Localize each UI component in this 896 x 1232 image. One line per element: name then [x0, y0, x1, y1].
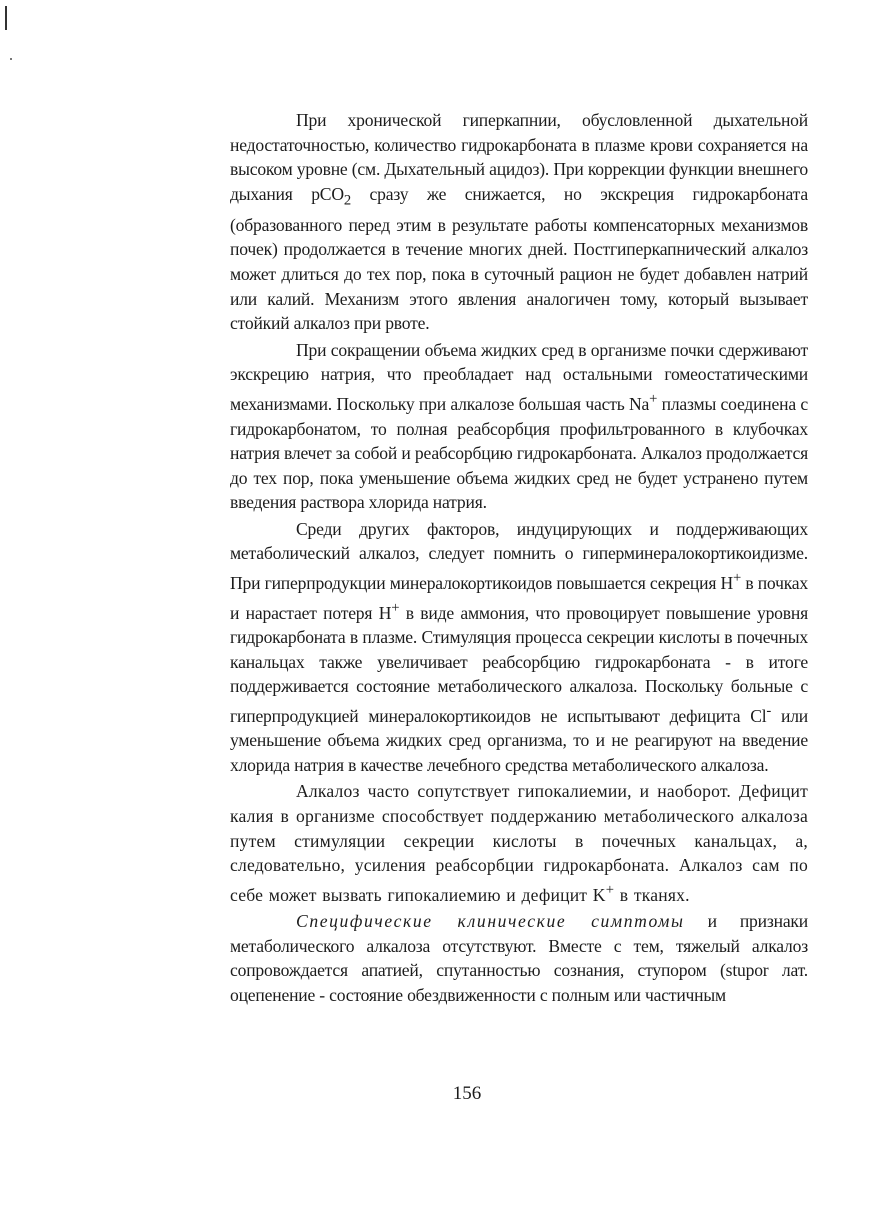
text-run: Алкалоз часто сопутствует гипокалиемии, и наоборот. Дефицит калия в организме способствует поддержанию метаболического алкалоза путем стимуляции секреции кислоты в почечных канальцах, а, следовательно, усиления реабсорбции гидрокарбоната. Алкалоз сам по себе может вызвать гипокалиемию и дефицит K — [230, 781, 808, 905]
italic-term: Специфические клинические симптомы — [296, 911, 685, 932]
subscript: 2 — [343, 192, 351, 209]
superscript: + — [733, 570, 742, 587]
text-run: При сокращении объема жидких сред в организме почки сдерживают экскрецию натрия, что преобладает над остальными гомеостатическими механизмами. Поскольку при алкалозе большая часть Na — [230, 339, 808, 414]
text-run: плазмы соединена с гидрокарбонатом, то полная реабсорбция профильтрованного в клубочках натрия влечет за собой и реабсорбцию гидрокарбоната. Алкалоз продолжается до тех пор, пока уменьшение объема жидких сред не будет устранено путем введения раствора хлорида натрия. — [230, 393, 808, 513]
superscript: - — [766, 702, 772, 719]
scan-speck — [10, 58, 12, 60]
page-body — [230, 108, 808, 1008]
paragraph-5 — [230, 909, 808, 1007]
paragraph-2 — [230, 338, 808, 515]
superscript: + — [649, 391, 658, 408]
paragraph-4 — [230, 779, 808, 907]
text-run: в почках и нарастает потеря H — [230, 572, 808, 623]
paragraph-3 — [230, 517, 808, 778]
text-run: сразу же снижается, но экскреция гидрокарбоната (образованного перед этим в результате работы компенсаторных механизмов почек) продолжается в течение многих дней. Постгиперкапнический алкалоз может длиться до тех пор, пока в суточный рацион не будет добавлен натрий или калий. Механизм этого явления аналогичен тому, который вызывает стойкий алкалоз при рвоте. — [230, 183, 808, 334]
text-run: Среди других факторов, индуцирующих и поддерживающих метаболический алкалоз, следует помнить о гиперминералокортикоидизме. При гиперпродукции минералокортикоидов повышается секреция H — [230, 518, 808, 593]
superscript: + — [605, 881, 615, 898]
text-run: При хронической гиперкапнии, обусловленной дыхательной недостаточностью, количество гидрокарбоната в плазме крови сохраняется на высоком уровне (см. Дыхательный ацидоз). При коррекции функции внешнего дыхания pCO — [230, 110, 808, 204]
page-number: 156 — [452, 1083, 482, 1104]
text-run: в виде аммония, что провоцирует повышение уровня гидрокарбоната в плазме. Стимуляция процесса секреции кислоты в почечных канальцах также увеличивает реабсорбцию гидрокарбоната - в итоге поддерживается состояние метаболического алкалоза. Поскольку больные с гиперпродукцией минералокортикоидов не испытывают дефицита Cl — [230, 602, 808, 726]
text-run: или уменьшение объема жидких сред организма, то и не реагируют на введение хлорида натрия в качестве лечебного средства метаболического алкалоза. — [230, 705, 808, 775]
paragraph-1 — [230, 108, 808, 336]
scan-edge-mark — [5, 6, 7, 30]
superscript: + — [391, 599, 400, 616]
text-run: и признаки метаболического алкалоза отсутствуют. Вместе с тем, тяжелый алкалоз сопровождается апатией, спутанностью сознания, ступором (stupor лат. оцепенение - состояние обездвиженности с полным или частичным — [230, 911, 808, 1005]
text-run: в тканях. — [614, 884, 690, 905]
